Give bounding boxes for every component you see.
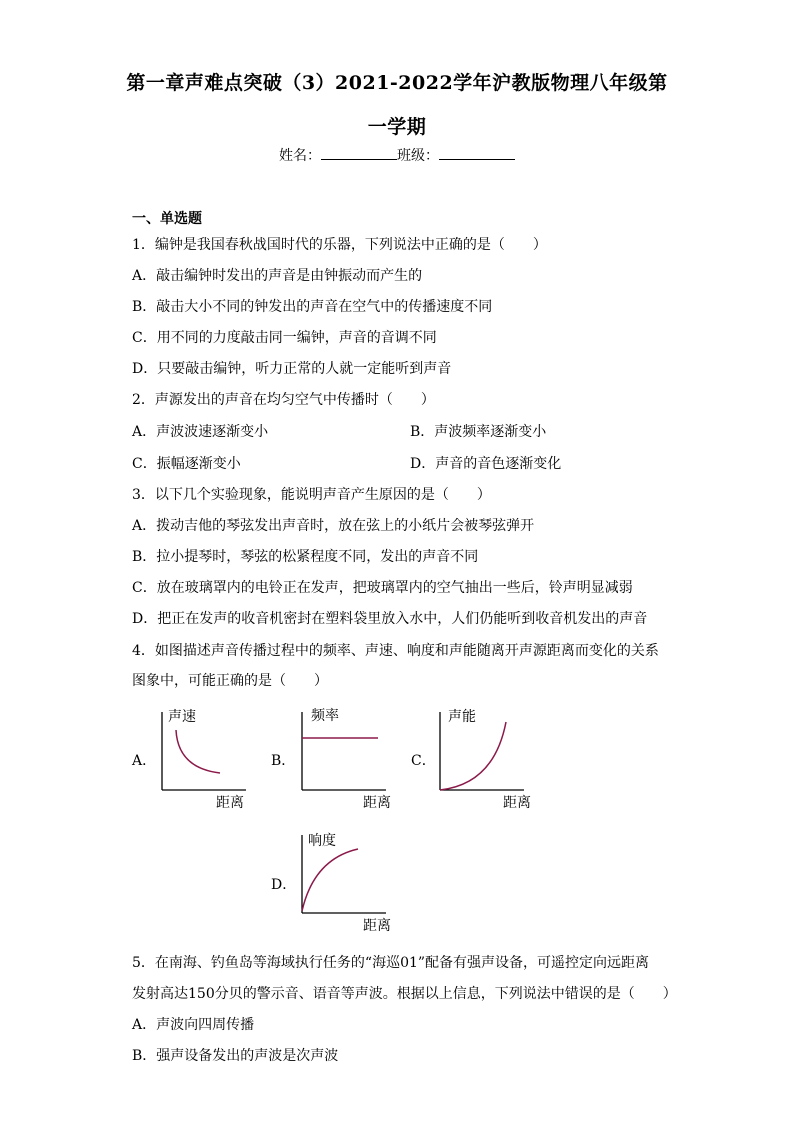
q4-graph-c-curve: [440, 722, 506, 790]
class-blank[interactable]: [439, 147, 515, 160]
q4-graph-d-curve: [302, 849, 358, 911]
q4-stem-line1: 4．如图描述声音传播过程中的频率、声速、响度和声能随离开声源距离而变化的关系: [132, 643, 659, 659]
q3-option-c: C．放在玻璃罩内的电铃正在发声，把玻璃罩内的空气抽出一些后，铃声明显减弱: [132, 580, 633, 596]
q2-stem: 2．声源发出的声音在均匀空气中传播时（ ）: [132, 392, 435, 408]
q4-graph-b-ylabel: 频率: [311, 708, 339, 724]
q1-option-c: C．用不同的力度敲击同一编钟，声音的音调不同: [132, 330, 437, 346]
q4-graph-c-xlabel: 距离: [503, 795, 531, 811]
q5-option-a: A．声波向四周传播: [132, 1017, 255, 1033]
q1-stem: 1．编钟是我国春秋战国时代的乐器，下列说法中正确的是（ ）: [132, 237, 547, 253]
q4-option-b-label: B．: [271, 753, 296, 769]
q4-graph-a-xlabel: 距离: [216, 795, 244, 811]
q4-option-d-label: D．: [271, 877, 297, 893]
q5-option-b: B．强声设备发出的声波是次声波: [132, 1048, 339, 1064]
q1-option-b: B．敲击大小不同的钟发出的声音在空气中的传播速度不同: [132, 299, 493, 315]
q3-stem: 3．以下几个实验现象，能说明声音产生原因的是（ ）: [132, 487, 491, 503]
section-heading: 一、单选题: [132, 211, 202, 227]
page-title-line2: 一学期: [367, 116, 427, 138]
q4-option-a-label: A．: [132, 753, 157, 769]
q4-stem-line2: 图象中，可能正确的是（ ）: [132, 673, 328, 689]
class-label: 班级：: [397, 148, 439, 164]
q4-graph-d-ylabel: 响度: [308, 833, 336, 849]
student-info: [0, 145, 794, 165]
q3-option-d: D．把正在发声的收音机密封在塑料袋里放入水中，人们仍能听到收音机发出的声音: [132, 611, 648, 627]
q1-option-d: D．只要敲击编钟，听力正常的人就一定能听到声音: [132, 361, 452, 377]
q4-graph-b-xlabel: 距离: [363, 795, 391, 811]
q5-stem-line1: 5．在南海、钓鱼岛等海域执行任务的“海巡01”配备有强声设备，可遥控定向远距离: [132, 955, 650, 971]
q4-option-c-label: C．: [411, 753, 436, 769]
q5-stem-line2: 发射高达150分贝的警示音、语音等声波。根据以上信息，下列说法中错误的是（ ）: [132, 986, 677, 1002]
q4-graph-d-xlabel: 距离: [363, 918, 391, 934]
page-title-line1: 第一章声难点突破（3）2021-2022学年沪教版物理八年级第: [126, 72, 668, 94]
name-blank[interactable]: [321, 147, 397, 160]
q4-graph-a-curve: [176, 730, 220, 773]
q2-option-a: A．声波波速逐渐变小: [132, 424, 269, 440]
q4-graph-a-ylabel: 声速: [168, 709, 196, 725]
name-label: 姓名：: [279, 148, 321, 164]
q3-option-a: A．拨动吉他的琴弦发出声音时，放在弦上的小纸片会被琴弦弹开: [132, 518, 535, 534]
q3-option-b: B．拉小提琴时，琴弦的松紧程度不同，发出的声音不同: [132, 549, 479, 565]
q1-option-a: A．敲击编钟时发出的声音是由钟振动而产生的: [132, 268, 423, 284]
q2-option-b: B．声波频率逐渐变小: [410, 424, 547, 440]
q4-graph-c-ylabel: 声能: [448, 709, 476, 725]
q2-option-c: C．振幅逐渐变小: [132, 456, 241, 472]
q2-option-d: D．声音的音色逐渐变化: [410, 456, 562, 472]
